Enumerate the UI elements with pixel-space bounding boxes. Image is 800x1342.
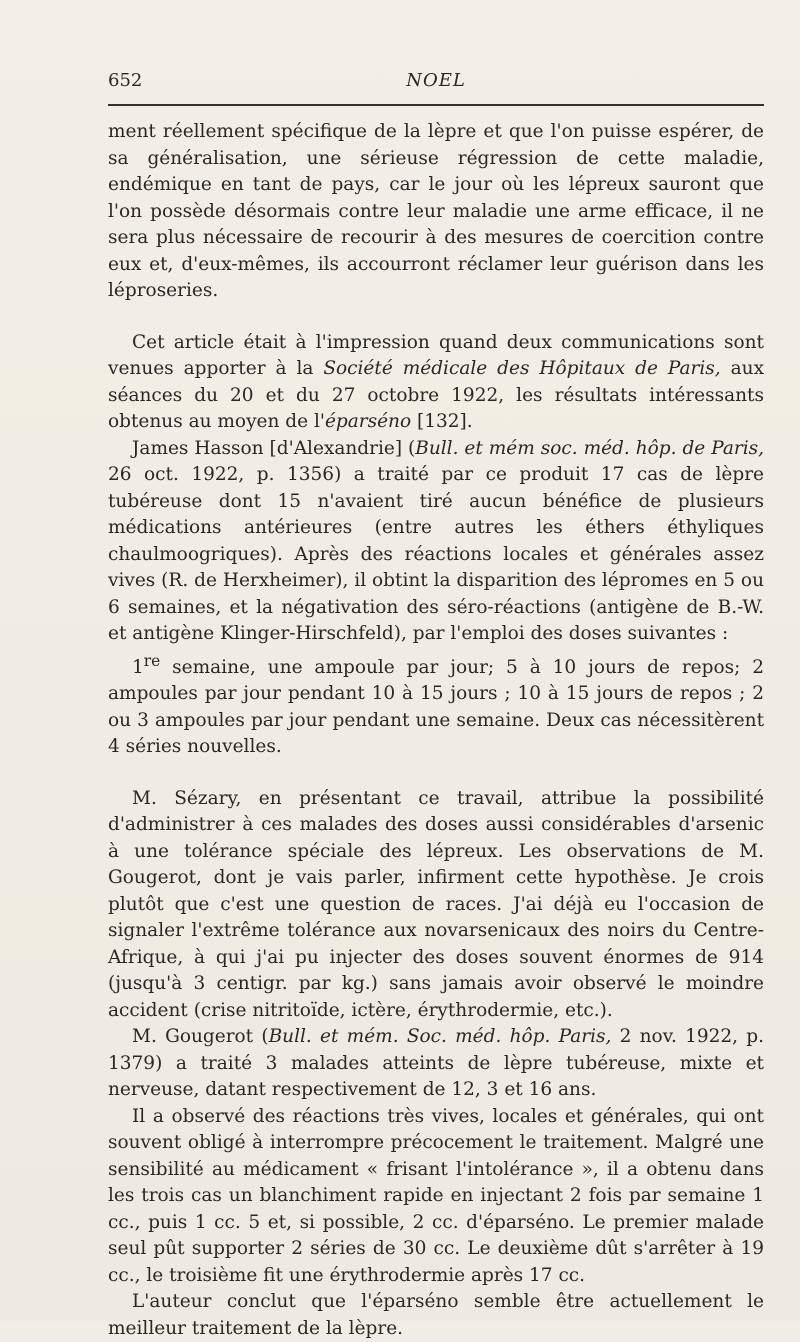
paragraph-gougerot: M. Gougerot (Bull. et mém. Soc. méd. hôp. Paris, 2 nov. 1922, p. 1379) a traité 3 malades atteints de lèpre tubéreuse, mixte et nerveuse, datant respectivement de 12, 3 et 16 ans. xyxy=(108,1026,765,1101)
society-name: Société médicale des Hôpitaux de Paris, xyxy=(323,358,721,379)
header-rule xyxy=(108,104,764,106)
paragraph-dosage: 1re semaine, une ampoule par jour; 5 à 10 jours de repos; 2 ampoules par jour pendant 10 à 15 jours ; 10 à 15 jours de repos ; 2 ou 3 ampoules par jour pendant une semaine. Deux cas nécessitèrent 4 séries nouvelles. xyxy=(108,651,764,758)
citation-hasson: Bull. et mém soc. méd. hôp. de Paris, xyxy=(415,437,764,459)
paragraph-continuation: ment réellement spécifique de la lèpre et que l'on puisse espérer, de sa généralisation, une sérieuse régression de cette maladie, endémique en tant de pays, car le jour où les lépreux sauront que l'on possède désormais contre leur maladie une arme efficace, il ne sera plus nécessaire de recourir à des mesures de coercition contre eux et, d'eux-mêmes, ils accourront réclamer leur guérison dans les léproseries. xyxy=(108,121,764,301)
paragraph-hasson: James Hasson [d'Alexandrie] (Bull. et mém soc. méd. hôp. de Paris, 26 oct. 1922, p. 1356) a traité par ce produit 17 cas de lèpre tubéreuse dont 15 n'avaient tiré aucun bénéfice de plusieurs médications antérieures (entre autres les éthers éthyliques chaulmoogriques). Après des réactions locales et générales assez vives (R. de Herxheimer), il obtint la disparition des lépromes en 5 ou 6 semaines, et la négativation des séro-réactions (antigène de B.-W. et antigène Klinger-Hirschfeld), par l'emploi des doses suivantes : xyxy=(108,437,764,644)
page-header xyxy=(108,70,764,100)
body-text xyxy=(108,119,764,1342)
page-number: 652 xyxy=(108,70,143,91)
drug-name: éparséno xyxy=(324,411,412,432)
paragraph-conclusion: L'auteur conclut que l'éparséno semble être actuellement le meilleur traitement de la lèpre. xyxy=(108,1291,764,1339)
paragraph-sezary: M. Sézary, en présentant ce travail, attribue la possibilité d'administrer à ces malades des doses aussi considérables d'arsenic à une tolérance spéciale des lépreux. Les observations de M. Gougerot, dont je vais parler, infirment cette hypothèse. Je crois plutôt que c'est une question de races. J'ai déjà eu l'occasion de signaler l'extrême tolérance aux novarsenicaux des noirs du Centre-Afrique, à qui j'ai pu injecter des doses souvent énormes de 914 (jusqu'à 3 centigr. par kg.) sans jamais avoir observé le moindre accident (crise nitritoïde, ictère, érythrodermie, etc.). xyxy=(108,787,764,1021)
citation-gougerot: Bull. et mém. Soc. méd. hôp. Paris, xyxy=(268,1026,612,1048)
paragraph-eparseno-intro: Cet article était à l'impression quand deux communications sont venues apporter à la Société médicale des Hôpitaux de Paris, aux séances du 20 et du 27 octobre 1922, les résultats intéressants obtenus au moyen de l'éparséno [132]. xyxy=(108,331,765,432)
paragraph-reactions: Il a observé des réactions très vives, locales et générales, qui ont souvent obligé à interrompre précocement le traitement. Malgré une sensibilité au médicament « frisant l'intolérance », il a obtenu dans les trois cas un blanchiment rapide en injectant 2 fois par semaine 1 cc., puis 1 cc. 5 et, si possible, 2 cc. d'éparséno. Le premier malade seul pût supporter 2 séries de 30 cc. Le deuxième dût s'arrêter à 19 cc., le troisième fit une érythrodermie après 17 cc. xyxy=(108,1105,764,1286)
running-title: NOEL xyxy=(406,70,466,91)
